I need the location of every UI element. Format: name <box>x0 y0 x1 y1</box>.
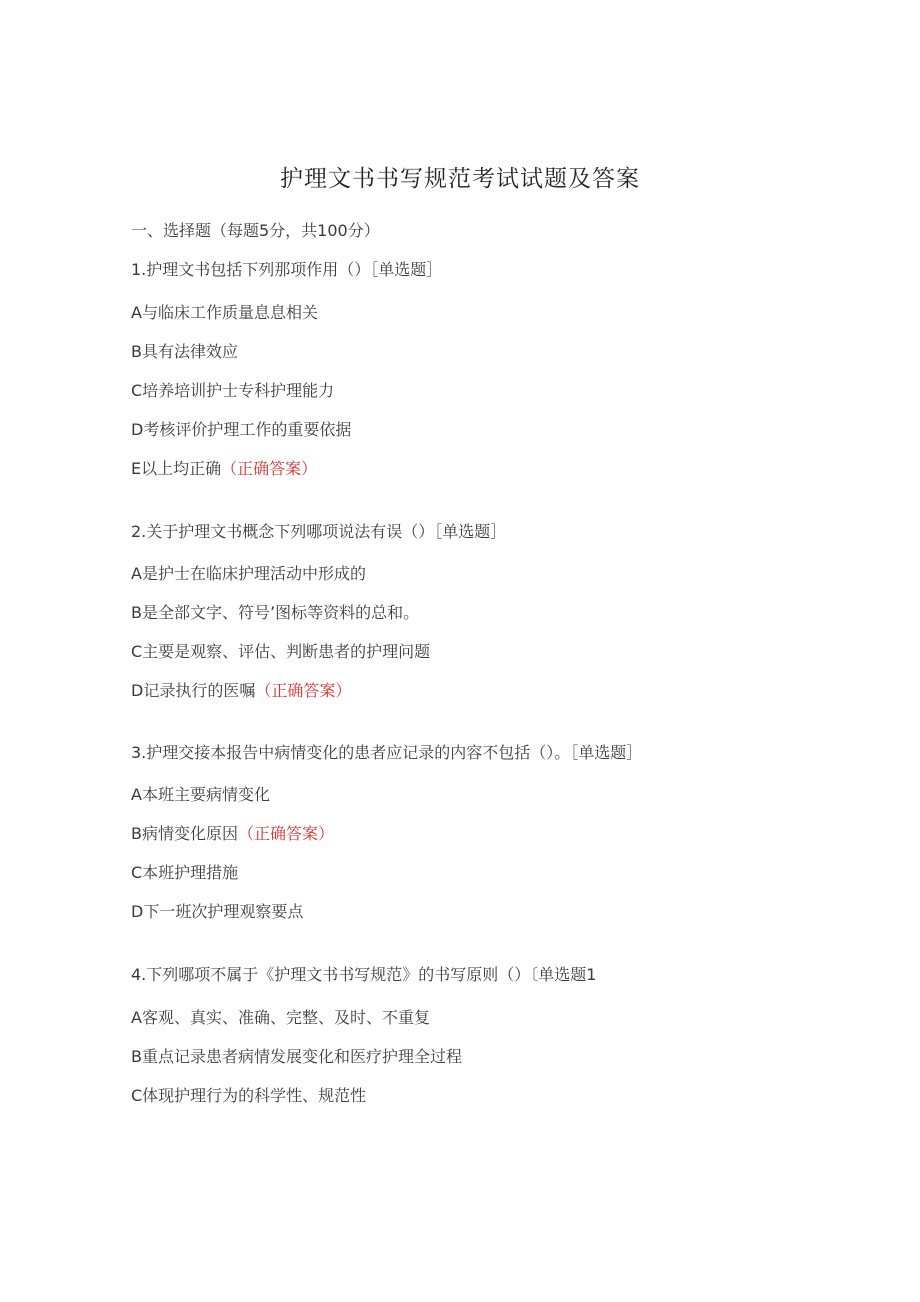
question-3-option-d <box>131 901 303 923</box>
option-text: B病情变化原因 <box>131 824 238 843</box>
option-text: C体现护理行为的科学性、规范性 <box>131 1086 367 1105</box>
option-text: A客观、真实、准确、完整、及时、不重复 <box>131 1008 430 1027</box>
question-3-option-c <box>131 862 238 884</box>
question-1-option-a <box>131 302 318 324</box>
question-1-option-e <box>131 458 317 480</box>
question-3-stem: 3.护理交接本报告中病情变化的患者应记录的内容不包括（）。［单选题］ <box>131 743 643 762</box>
option-text: B具有法律效应 <box>131 342 238 361</box>
question-4-stem: 4.下列哪项不属于《护理文书书写规范》的书写原则（）〔单选题1 <box>131 965 597 984</box>
question-3-option-a <box>131 784 270 806</box>
question-2-option-b <box>131 602 419 624</box>
correct-answer-mark: （正确答案） <box>237 824 334 843</box>
question-4-option-a <box>131 1007 430 1029</box>
option-text: E以上均正确 <box>131 459 222 478</box>
question-2-option-d <box>131 680 351 702</box>
option-text: B是全部文字、符号’图标等资料的总和。 <box>131 603 420 622</box>
question-2-option-c <box>131 641 430 663</box>
correct-answer-mark: （正确答案） <box>255 681 352 700</box>
option-text: B重点记录患者病情发展变化和医疗护理全过程 <box>131 1047 462 1066</box>
correct-answer-mark: （正确答案） <box>221 459 318 478</box>
option-text: A本班主要病情变化 <box>131 785 270 804</box>
option-text: D考核评价护理工作的重要依据 <box>131 420 352 439</box>
option-text: C主要是观察、评估、判断患者的护理问题 <box>131 642 431 661</box>
option-text: D下一班次护理观察要点 <box>131 902 304 921</box>
document-title: 护理文书书写规范考试试题及答案 <box>280 166 640 192</box>
question-1-option-b <box>131 341 238 363</box>
option-text: A与临床工作质量息息相关 <box>131 303 318 322</box>
question-4-option-b <box>131 1046 462 1068</box>
option-text: A是护士在临床护理活动中形成的 <box>131 564 366 583</box>
question-1-option-c <box>131 380 334 402</box>
question-4-option-c <box>131 1085 366 1107</box>
option-text: C本班护理措施 <box>131 863 239 882</box>
question-3-option-b <box>131 823 334 845</box>
section-heading: 一、选择题（每题5分，共100分） <box>131 221 380 240</box>
question-1-stem: 1.护理文书包括下列那项作用（）［单选题］ <box>131 260 443 279</box>
question-2-stem: 2.关于护理文书概念下列哪项说法有误（）［单选题］ <box>131 522 507 541</box>
question-2-option-a <box>131 563 366 585</box>
option-text: C培养培训护士专科护理能力 <box>131 381 335 400</box>
option-text: D记录执行的医嘱 <box>131 681 256 700</box>
question-1-option-d <box>131 419 351 441</box>
